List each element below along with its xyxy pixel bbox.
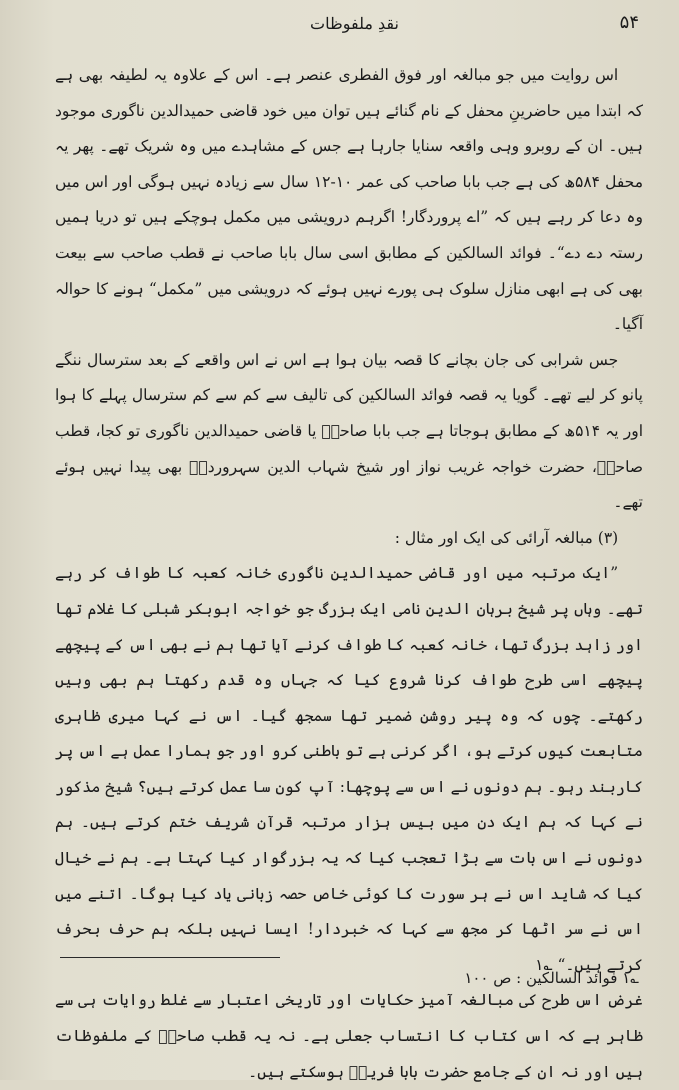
page-header [70,12,639,38]
footnote: ؎۱ فوائد السالکین : ص ۱۰۰ [464,969,639,987]
paragraph-1: اس روایت میں جو مبالغہ اور فوق الفطری عنصر ہے۔ اس کے علاوہ یہ لطیفہ بھی ہے کہ ابتدا میں حاضرینِ محفل کے نام گنائے ہیں توان میں خود قاضی حمیدالدین ناگوری موجود ہیں۔ ان کے روبرو وہی واقعہ سنایا جارہا ہے جس کے مشاہدے میں وہ شریک تھے۔ پھر یہ محفل ۵۸۴ھ کی ہے جب بابا صاحب کی عمر ۱۰-۱۲ سال سے زیادہ نہیں ہوگی اور اس میں وہ دعا کر رہے ہیں کہ ”اے پروردگار! اگرہم درویشی میں مکمل ہوچکے ہیں تو دریا ہمیں رستہ دے دے“۔ فوائد السالکین کے مطابق اسی سال بابا صاحب نے قطب صاحب سے بیعت بھی کی ہے ابھی منازل سلوک ہی پورے نہیں ہوئے کہ درویشی میں ”مکمل“ ہونے کا حوالہ آگیا۔ [55,66,643,334]
section-heading: (۳) مبالغہ آرائی کی ایک اور مثال : [394,528,619,547]
footnote-divider [60,957,280,958]
paragraph-2: جس شرابی کی جان بچانے کا قصہ بیان ہوا ہے اس نے اس واقعے کے بعد سترسال ننگے پانو کر لیے تھے۔ گویا یہ قصہ فوائد السالکین کی تالیف سے کم سے کم سترسال پہلے کا ہوا اور یہ ۵۱۴ھ کے مطابق ہوجاتا ہے جب بابا صاحبؒ یا قاضی حمیدالدین ناگوری تو کجا، قطب صاحبؒ، حضرت خواجہ غریب نواز اور شیخ شہاب الدین سہروردیؒ بھی پیدا نہیں ہوئے تھے۔ [55,350,643,512]
block-quote: ”ایک مرتبہ میں اور قاضی حمیدالدین ناگوری خانہ کعبہ کا طواف کر رہے تھے۔ وہاں پر شیخ برہان الدین نامی ایک بزرگ جو خواجہ ابوبکر شبلی کا غلام تھا اور زاہد بزرگ تھا، خانہ کعبہ کا طواف کرنے آیا تھا ہم نے بھی اس کے پیچھے پیچھے اسی طرح طواف کرنا شروع کیا کہ جہاں وہ قدم رکھتا ہم بھی وہیں رکھتے۔ چوں کہ وہ پیر روشن ضمیر تھا سمجھ گیا۔ اس نے کہا میری ظاہری متابعت کیوں کرتے ہو، اگر کرنی ہے تو باطنی کرو اور جو ہمارا عمل ہے اس پر کاربند رہو۔ ہم دونوں نے اس سے پوچھا: آپ کون سا عمل کرتے ہیں؟ شیخ مذکور نے کہا کہ ہم ایک دن میں بیس ہزار مرتبہ قرآن شریف ختم کرتے ہیں۔ ہم دونوں نے اس بات سے بڑا تعجب کیا کہ یہ بزرگوار کیا کہتا ہے۔ ہم نے خیال کیا کہ شاید اس نے ہر سورت کا کوئی خاص حصہ زبانی یاد کیا ہوگا۔ اتنے میں اس نے سر اٹھا کر مجھ سے کہا کہ خبردار! ایسا نہیں بلکہ ہم حرف بحرف کرتے ہیں۔“ ؎۱ [55,564,643,974]
running-title: نقدِ ملفوظات [310,14,399,33]
page-number: ۵۴ [619,12,639,33]
body-text [55,58,643,1090]
paragraph-conclusion: غرض اس طرح کی مبالغہ آمیز حکایات اور تاریخی اعتبار سے غلط روایات ہی سے ظاہر ہے کہ اس کتاب کا انتساب جعلی ہے۔ نہ یہ قطب صاحبؒ کے ملفوظات ہیں اور نہ ان کے جامع حضرت بابا فریدؒ ہوسکتے ہیں۔ [55,991,643,1081]
